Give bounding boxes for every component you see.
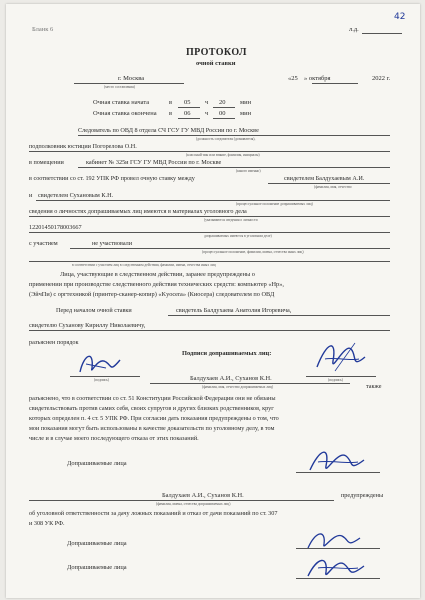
para3-line2: и 308 УК РФ. <box>29 520 65 527</box>
names-line-1: Балдухаев А.И., Суханов К.Н. <box>190 375 272 382</box>
form-label: Бланк 6 <box>32 26 54 33</box>
investigator-rank: подполковник юстиции Погорелова О.Н. <box>29 143 137 150</box>
before-person-2: свидетелю Суханову Кириллу Николаевичу, <box>29 322 146 329</box>
participants: не участвовали <box>92 240 133 247</box>
signature-2-icon <box>311 337 371 381</box>
investigator: Следователь по ОВД 8 отдела СЧ ГСУ ГУ МВД России по г. Москве <box>78 127 259 134</box>
document-title: ПРОТОКОЛ <box>186 47 247 58</box>
date-year: 2022 г. <box>372 75 391 82</box>
signature-3-icon <box>306 442 370 482</box>
start-hour: 05 <box>184 99 191 106</box>
city: г. Москва <box>118 75 145 82</box>
signature-1-icon <box>76 346 126 380</box>
persons-info: сведения о личностях допрашиваемых лиц имеются в материалах уголовного дела <box>29 208 247 215</box>
para2-line5: числе и в случае моего последующего отказа от этих показаний. <box>29 435 199 442</box>
interrogated-label-3: Допрашиваемые лица <box>67 564 127 571</box>
article-text: в соответствии со ст. 192 УПК РФ провел очную ставку между <box>29 175 195 182</box>
para2-line2: свидетельствовать против самих себя, своих супругов и других близких родственников, круг <box>29 405 274 412</box>
case-number: 12201450178003667 <box>29 224 82 231</box>
end-minute: 00 <box>219 110 226 117</box>
interrogated-label-2: Допрашиваемые лица <box>67 540 127 547</box>
para2-line1: разъяснено, что в соответствии со ст. 51 Конституции Российской Федерации они не обязаны <box>29 395 276 402</box>
city-hint: (место составления) <box>104 85 135 89</box>
before-person-1: свидетель Балдухаева Анатолия Игоревича, <box>176 307 292 314</box>
sheet-label: л.д. <box>349 26 359 33</box>
protocol-page: 42 Бланк 6 л.д. ПРОТОКОЛ очной ставки г. Москва (место составления) «25 » октября 2022 г. Очная ставка начата в 05 ч 20 мин Очная ставка окончена в 06 ч 00 мин Следователь по ОВД 8 отдела СЧ ГСУ ГУ МВД России по г. Москве (должность следователя (дознавателя), подполковник юстиции Погорелова О.Н. (классный чин или звание, фамилия, инициалы) в помещении кабинет № 325и ГСУ ГУ МВД России по г. Москве (какого именно) в соответствии со ст. 192 УПК РФ провел очную ставку между свидетелем Балдухаевым А.И. (фамилия, имя, отчество и свидетелем Сухановым К.Н. (процессуальное положение допрашиваемых лиц) сведения о личностях допрашиваемых лиц имеются в материалах уголовного дела (указываются сведения о личности 12201450178003667 допрашиваемых имеются в уголовном деле) с участием не участвовали (процессуальное положение, фамилии, имена, отчества иных лиц) в соответствии с участием лиц в следственном действии, фамилии, имена, отчества иных лиц Лица, участвующие в следственном действии, заранее предупреждены о применении при производстве следственного действия технических средств: компьютер «Hp», (ЭйчПи) с оргтехникой (принтер-сканер-копир) «Kyocera» (Киосера) следователем по ОВД Перед началом очной ставки свидетель Балдухаева Анатолия Игоревича, свидетелю Суханову Кириллу Николаевичу, разъяснен порядок Подписи допрашиваемых лиц: (подпись) (подпись) Балдухаев А.И., Суханов К.Н. также (фамилия, имя, отчество допрашиваемых лиц) разъяснено, что в соответствии со ст. 51 Конституции Российской Федерации они не обязаны свидетельствовать против самих себя, своих супругов и других близких родственников, круг которых определен п. 4 ст. 5 УПК РФ. При согласии дать показания предупреждены о том, что мои показания могут быть использованы в качестве доказательств по уголовному делу, в том числе и в случае моего последующего отказа от этих показаний. Допрашиваемые лица Балдухаев А.И., Суханов К.Н. предупреждены (фамилия, имена, отчества допрашиваемых лиц) об уголовной ответственности за дачу ложных показаний и отказ от дачи показаний по ст. 307 и 308 УК РФ. Допрашиваемые лица Допрашиваемые лица <box>6 4 420 598</box>
para1-line2: применении при производстве следственного действия технических средств: компьютер «Hp», <box>29 281 284 288</box>
page-number: 42 <box>394 12 406 22</box>
para1-line3: (ЭйчПи) с оргтехникой (принтер-сканер-копир) «Kyocera» (Киосера) следователем по ОВД <box>29 291 275 298</box>
signature-5-icon <box>304 552 368 586</box>
para2-line4: мои показания могут быть использованы в качестве доказательств по уголовному делу, в том <box>29 425 275 432</box>
interrogated-label-1: Допрашиваемые лица <box>67 460 127 467</box>
start-label: Очная ставка начата <box>93 99 150 106</box>
room: кабинет № 325и ГСУ ГУ МВД России по г. Москве <box>86 159 222 166</box>
para1-line1: Лица, участвующие в следственном действии, заранее предупреждены о <box>60 271 255 278</box>
date-month: » октября <box>304 75 331 82</box>
end-label: Очная ставка окончена <box>93 110 157 117</box>
start-minute: 20 <box>219 99 226 106</box>
signatures-label: Подписи допрашиваемых лиц: <box>182 350 272 357</box>
para3-line1: об уголовной ответственности за дачу ложных показаний и отказ от дачи показаний по ст. 307 <box>29 510 278 517</box>
date-day: «25 <box>288 75 298 82</box>
names-line-2: Балдухаев А.И., Суханов К.Н. <box>162 492 244 499</box>
person-1: свидетелем Балдухаевым А.И. <box>284 175 365 182</box>
document-subtitle: очной ставки <box>196 60 236 67</box>
para2-line3: которых определен п. 4 ст. 5 УПК РФ. При согласии дать показания предупреждены о том, что <box>29 415 279 422</box>
end-hour: 06 <box>184 110 191 117</box>
person-2: свидетелем Сухановым К.Н. <box>38 192 114 199</box>
